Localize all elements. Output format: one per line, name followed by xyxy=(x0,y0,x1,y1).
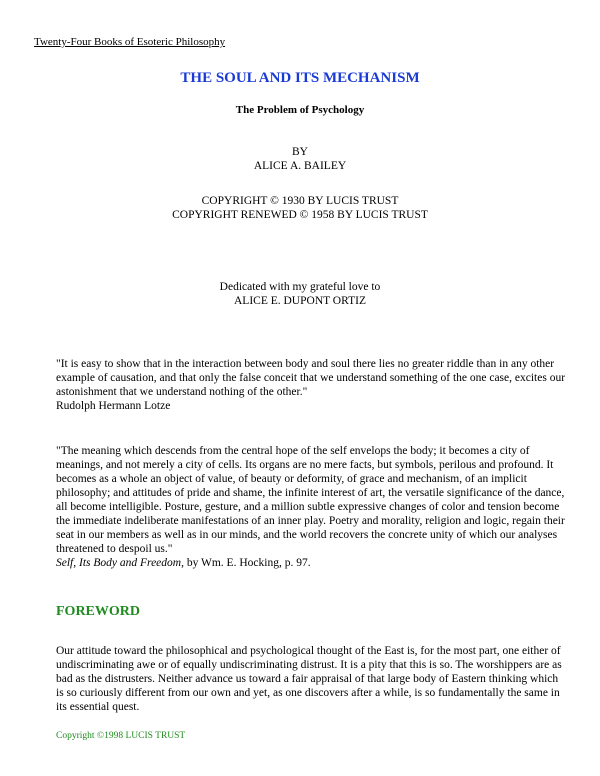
book-subtitle: The Problem of Psychology xyxy=(235,104,365,116)
copyright-line-2: COPYRIGHT RENEWED © 1958 BY LUCIS TRUST xyxy=(172,209,428,221)
epigraph-hocking xyxy=(56,444,566,570)
foreword-paragraph: Our attitude toward the philosophical and psychological thought of the East is, for the most part, one either of undiscriminating awe or of equally undiscriminating distrust. It is a pity that this is so. The worshippers are as bad as the distrusters. Neither advance us toward a fair appraisal of that large body of Eastern thinking which is so curiously different from our own and yet, as one discovers after a while, is so fundamentally the same in its essential quest. xyxy=(56,645,562,713)
epigraph-lotze xyxy=(56,357,566,413)
epigraph-hocking-attribution xyxy=(56,556,566,570)
footer-copyright: Copyright ©1998 LUCIS TRUST xyxy=(56,731,186,741)
copyright-line-1: COPYRIGHT © 1930 BY LUCIS TRUST xyxy=(201,195,399,207)
epigraph-hocking-source-title: Self, Its Body and Freedom xyxy=(56,557,182,569)
epigraph-lotze-text: "It is easy to show that in the interaction between body and soul there lies no greater riddle than in any other example of causation, and that only the false conceit that we understand something of the one case, excites our astonishment that we understand nothing of the other." xyxy=(56,358,566,398)
book-title: THE SOUL AND ITS MECHANISM xyxy=(180,70,420,86)
dedication-line-1: Dedicated with my grateful love to xyxy=(219,281,381,293)
copyright-block xyxy=(0,194,600,222)
epigraph-lotze-attribution: Rudolph Hermann Lotze xyxy=(56,400,171,412)
foreword-heading: FOREWORD xyxy=(56,604,140,619)
epigraph-hocking-source-rest: , by Wm. E. Hocking, p. 97. xyxy=(181,557,311,569)
dedication-block xyxy=(0,280,600,308)
author-block xyxy=(0,145,600,173)
series-link[interactable]: Twenty-Four Books of Esoteric Philosophy xyxy=(34,36,226,48)
epigraph-hocking-text: "The meaning which descends from the central hope of the self envelops the body; it becomes a city of meanings, and not merely a city of cells. Its organs are no mere facts, but symbols, perilous and profound. It becomes as a whole an object of value, of beauty or deformity, of grace and mechanism, of an implicit philosophy; and attitudes of pride and shame, the infinite interest of art, the versatile significance of the dance, all become intelligible. Posture, gesture, and a million subtle expressive changes of color and tension become the immediate indeliberate manifestations of an inner play. Poetry and morality, religion and logic, regain their seat in our members as well as in our minds, and the world recovers the concrete unity of which our analyses threatened to despoil us." xyxy=(56,445,565,555)
by-label: BY xyxy=(292,146,308,158)
dedication-line-2: ALICE E. DUPONT ORTIZ xyxy=(234,295,366,307)
author-name: ALICE A. BAILEY xyxy=(253,160,347,172)
